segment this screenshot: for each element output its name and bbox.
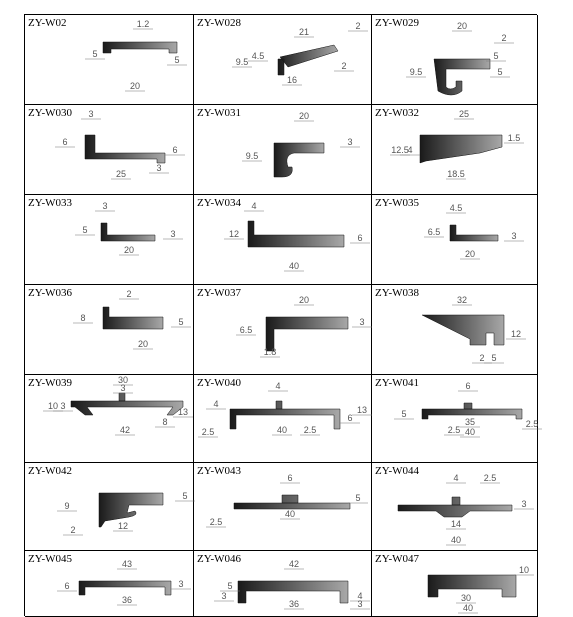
dimension-label: 21 [298, 27, 310, 37]
profile-cell [25, 285, 194, 375]
dimension-label: 3 [102, 201, 108, 211]
dimension-label: 2.5 [483, 473, 497, 483]
dimension-label: 32 [456, 295, 468, 305]
dimension-label: 20 [464, 249, 476, 259]
profile-cell [25, 463, 194, 551]
profile-drawing [25, 375, 193, 462]
profile-shape [234, 495, 350, 509]
dimension-label: 3 [88, 109, 94, 119]
profile-code: ZY-W035 [375, 197, 419, 209]
dimension-label: 13 [177, 407, 189, 417]
dimension-label: 2 [479, 353, 485, 363]
profile-code: ZY-W034 [197, 197, 241, 209]
profile-code: ZY-W043 [197, 465, 241, 477]
profile-drawing [194, 375, 371, 462]
dimension-label: 9.5 [235, 57, 249, 67]
dimension-label: 4.5 [449, 203, 463, 213]
profile-shape [398, 497, 512, 517]
dimension-label: 5 [401, 409, 407, 419]
profile-cell [25, 551, 194, 617]
dimension-label: 40 [464, 427, 476, 437]
dimension-label: 20 [137, 339, 149, 349]
profile-shape [85, 135, 165, 163]
dimension-label: 20 [129, 81, 141, 91]
profile-cell [372, 375, 538, 463]
profile-code: ZY-W039 [28, 377, 72, 389]
dimension-label: 5 [227, 581, 233, 591]
profile-cell [25, 375, 194, 463]
dimension-label: 4 [357, 591, 363, 601]
profile-drawing [372, 15, 537, 104]
dimension-label: 20 [456, 21, 468, 31]
profile-cell [372, 551, 538, 617]
dimension-label: 3 [170, 229, 176, 239]
profile-drawing [372, 551, 537, 616]
dimension-label: 2.5 [201, 427, 215, 437]
profile-drawing [25, 551, 193, 616]
dimension-label: 5 [491, 353, 497, 363]
dimension-label: 40 [450, 535, 462, 545]
dimension-label: 8 [80, 313, 86, 323]
dimension-label: 3 [178, 579, 184, 589]
dimension-label: 2.5 [209, 517, 223, 527]
dimension-label: 6 [172, 145, 178, 155]
dimension-label: 4 [275, 381, 281, 391]
profile-shape [101, 223, 155, 241]
profile-drawing [25, 285, 193, 374]
profile-code: ZY-W037 [197, 287, 241, 299]
dimension-label: 4.5 [251, 51, 265, 61]
dimension-label: 2 [341, 61, 347, 71]
profile-cell [372, 195, 538, 285]
profile-cell [194, 15, 372, 105]
profile-code: ZY-W032 [375, 107, 419, 119]
profile-code: ZY-W045 [28, 553, 72, 565]
dimension-label: 6 [347, 413, 353, 423]
dimension-label: 6 [62, 137, 68, 147]
profile-code: ZY-W040 [197, 377, 241, 389]
dimension-label: 12 [117, 521, 129, 531]
dimension-label: 25 [458, 109, 470, 119]
profile-drawing [194, 551, 371, 616]
profile-cell [194, 285, 372, 375]
dimension-label: 3 [156, 163, 162, 173]
dimension-label: 5 [178, 317, 184, 327]
profile-shape [428, 575, 516, 597]
profile-shape [422, 315, 504, 345]
profile-drawing [372, 285, 537, 374]
dimension-label: 40 [276, 425, 288, 435]
dimension-label: 4 [453, 473, 459, 483]
dimension-label: 16 [286, 75, 298, 85]
dimension-label: 14 [450, 519, 462, 529]
profile-shape [266, 317, 348, 351]
dimension-label: 40 [462, 603, 474, 613]
dimension-label: 1.5 [507, 133, 521, 143]
dimension-label: 3 [60, 401, 66, 411]
profile-code: ZY-W038 [375, 287, 419, 299]
dimension-label: 2.5 [303, 425, 317, 435]
dimension-label: 3 [511, 231, 517, 241]
profile-code: ZY-W047 [375, 553, 419, 565]
profile-drawing [194, 195, 371, 284]
dimension-label: 3 [521, 499, 527, 509]
dimension-label: 36 [121, 595, 133, 605]
dimension-label: 5 [182, 491, 188, 501]
profile-shape [79, 581, 171, 595]
dimension-label: 9 [64, 501, 70, 511]
dimension-label: 35 [464, 417, 476, 427]
profile-shape [450, 225, 498, 241]
profile-shape [71, 393, 183, 415]
dimension-label: 40 [284, 509, 296, 519]
profile-drawing [194, 285, 371, 374]
profile-cell [194, 463, 372, 551]
dimension-label: 3 [120, 383, 126, 393]
dimension-label: 3 [359, 317, 365, 327]
dimension-label: 4 [251, 201, 257, 211]
profile-code: ZY-W031 [197, 107, 241, 119]
dimension-label: 5 [92, 49, 98, 59]
dimension-label: 10 [518, 565, 530, 575]
dimension-label: 5 [497, 67, 503, 77]
profile-cell [372, 285, 538, 375]
profile-code: ZY-W033 [28, 197, 72, 209]
profile-shape [99, 493, 163, 527]
profile-cell [372, 105, 538, 195]
dimension-label: 40 [288, 261, 300, 271]
profile-code: ZY-W029 [375, 17, 419, 29]
profile-cell [25, 15, 194, 105]
dimension-label: 3 [357, 599, 363, 609]
dimension-label: 6.5 [239, 325, 253, 335]
dimension-label: 1.2 [136, 19, 150, 29]
profile-code: ZY-W042 [28, 465, 72, 477]
dimension-label: 2 [70, 525, 76, 535]
dimension-label: 5 [493, 51, 499, 61]
profile-code: ZY-W044 [375, 465, 419, 477]
profile-cell [372, 463, 538, 551]
profile-drawing [25, 105, 193, 194]
dimension-label: 1.8 [263, 347, 277, 357]
dimension-label: 12 [510, 329, 522, 339]
profile-shape [248, 221, 344, 247]
dimension-label: 6 [357, 233, 363, 243]
profile-drawing [25, 15, 193, 104]
dimension-label: 3 [221, 591, 227, 601]
dimension-label: 2 [501, 33, 507, 43]
profile-cell [194, 105, 372, 195]
profile-cell [25, 195, 194, 285]
profile-code: ZY-W046 [197, 553, 241, 565]
profile-drawing [372, 375, 537, 462]
profile-code: ZY-W02 [28, 17, 67, 29]
dimension-label: 30 [460, 593, 472, 603]
profile-cell [194, 375, 372, 463]
dimension-label: 6 [64, 581, 70, 591]
dimension-label: 36 [288, 599, 300, 609]
dimension-label: 20 [123, 245, 135, 255]
dimension-label: 12 [228, 229, 240, 239]
dimension-label: 5 [174, 55, 180, 65]
dimension-label: 5 [355, 493, 361, 503]
dimension-label: 42 [288, 559, 300, 569]
dimension-label: 9.5 [245, 151, 259, 161]
profile-drawing [372, 463, 537, 550]
dimension-label: 2.5 [447, 425, 461, 435]
dimension-label: 42 [119, 425, 131, 435]
profile-drawing [194, 105, 371, 194]
dimension-label: 20 [298, 111, 310, 121]
profile-shape [278, 45, 338, 75]
profile-cell [25, 105, 194, 195]
profile-drawing [372, 195, 537, 284]
dimension-label: 9.5 [409, 67, 423, 77]
profile-shape [274, 143, 324, 177]
profile-drawing [194, 15, 371, 104]
dimension-label: 6.5 [427, 227, 441, 237]
profile-shape [103, 42, 177, 53]
profile-cell [372, 15, 538, 105]
dimension-label: 2 [126, 289, 132, 299]
profile-code: ZY-W028 [197, 17, 241, 29]
dimension-label: 30 [117, 375, 129, 385]
profile-shape [420, 135, 502, 163]
profile-drawing [25, 195, 193, 284]
profile-catalog-grid [24, 14, 537, 616]
dimension-label: 10 [47, 401, 59, 411]
profile-code: ZY-W041 [375, 377, 419, 389]
dimension-label: 8 [162, 417, 168, 427]
profile-code: ZY-W036 [28, 287, 72, 299]
dimension-label: 3 [347, 137, 353, 147]
dimension-label: 2 [355, 21, 361, 31]
dimension-label: 13 [356, 405, 368, 415]
profile-shape [434, 59, 490, 95]
dimension-label: 18.5 [447, 169, 465, 179]
dimension-label: 25 [115, 169, 127, 179]
profile-shape [103, 307, 163, 329]
dimension-label: 12.5 [391, 145, 409, 155]
dimension-label: 6 [287, 473, 293, 483]
profile-drawing [194, 463, 371, 550]
profile-cell [194, 195, 372, 285]
dimension-label: 4 [213, 399, 219, 409]
profile-code: ZY-W030 [28, 107, 72, 119]
profile-drawing [25, 463, 193, 550]
dimension-label: 5 [82, 225, 88, 235]
dimension-label: 43 [121, 559, 133, 569]
profile-cell [194, 551, 372, 617]
dimension-label: 2.5 [525, 419, 539, 429]
dimension-label: 4 [407, 145, 413, 155]
dimension-label: 6 [465, 381, 471, 391]
dimension-label: 20 [298, 295, 310, 305]
profile-drawing [372, 105, 537, 194]
